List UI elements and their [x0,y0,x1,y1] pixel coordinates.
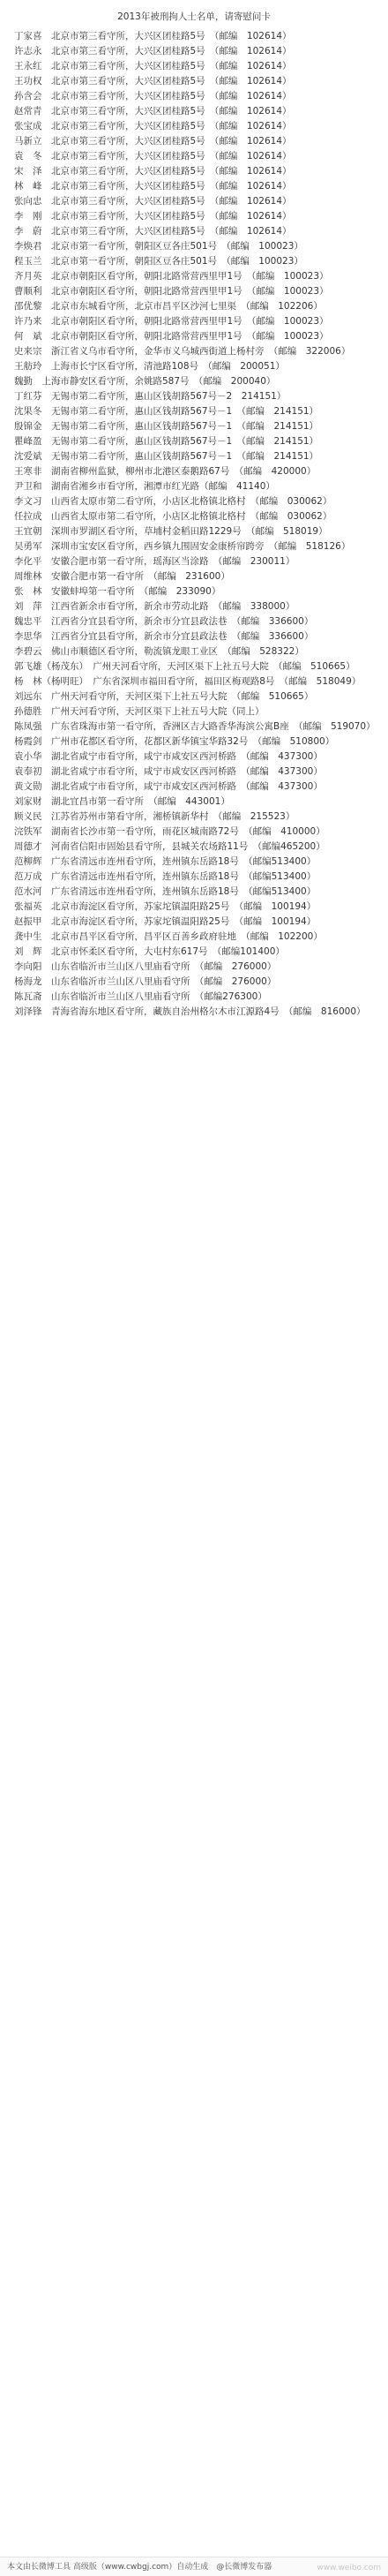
list-item: 齐月英 北京市朝阳区看守所，朝阳北路常营西里甲1号 （邮编 100023） [14,271,329,282]
list-item: 范水河 广东省清远市连州看守所，连州镇东岳路18号 （邮编513400） [14,886,317,897]
page-title: 2013年被刑拘人士名单，请寄慰问卡 [117,11,271,22]
list-item: 郭飞雄（杨茂东） 广州天河看守所，天河区渠下上社五号大院 （邮编 510665） [14,661,355,672]
list-item: 刘泽锋 青海省海东地区看守所，藏族自治州格尔木市江源路4号 （邮编 816000） [14,1006,366,1017]
list-item: 刘 萍 江西省新余市看守所，新余市劳动北路 （邮编 338000） [14,601,295,612]
list-item: 孙含会 北京市第三看守所，大兴区团桂路5号 （邮编 102614） [14,91,292,102]
list-item: 程玉兰 北京市第一看守所，朝阳区豆各庄501号 （邮编 100023） [14,256,303,267]
list-item: 刘 辉 北京市怀柔区看守所，大屯村东617号 （邮编101400） [14,946,285,957]
list-item: 沈爱斌 无锡市第二看守所，惠山区钱胡路567号－1 （邮编 214151） [14,451,319,462]
list-item: 龚中生 北京市昌平区看守所，昌平区百善乡政府驻地 （邮编 102200） [14,931,323,942]
list-item: 殷锦金 无锡市第二看守所，惠山区钱胡路567号－1 （邮编 214151） [14,421,319,432]
list-item: 李碧云 佛山市顺德区看守所，勒流镇龙眼工业区 （邮编 528322） [14,646,304,657]
list-item: 瞿峰盈 无锡市第二看守所，惠山区钱胡路567号－1 （邮编 214151） [14,436,319,447]
list-item: 魏勤 上海市静安区看守所，余姚路587号 （邮编 200040） [14,376,276,387]
list-item: 范万成 广东省清远市连州看守所，连州镇东岳路18号 （邮编513400） [14,871,317,882]
list-item: 邵优黎 北京市东城看守所，北京市昌平区沙河七里渠 （邮编 102206） [14,301,323,312]
list-item: 李文习 山西省太原市第二看守所，小店区北格镇北格村 （邮编 030062） [14,496,332,507]
list-item: 张福英 北京市海淀区看守所，苏家坨镇温阳路25号 （邮编 100194） [14,901,317,912]
footer-text: 本文由长微博工具 高级版（www.cwbgj.com）自动生成 @长微博发布器 [7,2563,272,2572]
list-item: 张 林 安徽蚌埠第一看守所 （邮编 233090） [14,586,221,597]
list-item: 孙德胜 广州天河看守所，天河区渠下上社五号大院（同上） [14,706,265,717]
list-item: 任拉成 山西省太原市第二看守所，小店区北格镇北格村 （邮编 030062） [14,511,332,522]
list-item: 何 斌 北京市朝阳区看守所，朝阳北路常营西里甲1号 （邮编 100023） [14,331,329,342]
list-item: 周维林 安徽合肥市第一看守所 （邮编 231600） [14,571,230,582]
list-item: 王寒非 湖南省柳州监狱，柳州市北港区泰鹅路67号 （邮编 420000） [14,466,317,477]
list-item: 尹卫和 湖南省湘乡市看守所，湘潭市红光路（邮编 41140） [14,481,275,492]
list-item: 马新立 北京市第三看守所，大兴区团桂路5号 （邮编 102614） [14,136,292,147]
list-item: 王舫玲 上海市长宁区看守所，清池路108号 （邮编 200051） [14,361,285,372]
list-item: 杨海龙 山东省临沂市兰山区八里庙看守所 （邮编 276000） [14,976,277,987]
list-item: 张宝成 北京市第三看守所，大兴区团桂路5号 （邮编 102614） [14,121,292,132]
list-item: 丁家喜 北京市第三看守所，大兴区团桂路5号 （邮编 102614） [14,31,292,41]
list-item: 宋 泽 北京市第三看守所，大兴区团桂路5号 （邮编 102614） [14,166,292,177]
list-item: 王宜朝 深圳市罗湖区看守所，草埔村金稻田路1229号 （邮编 518019） [14,526,328,537]
list-item: 杨 林（杨明旺） 广东省深圳市福田看守所，福田区梅观路8号 （邮编 518049） [14,676,362,687]
list-item: 王永红 北京市第三看守所，大兴区团桂路5号 （邮编 102614） [14,61,292,72]
list-item: 许乃来 北京市朝阳区看守所，朝阳北路常营西里甲1号 （邮编 100023） [14,316,329,327]
list-item: 史来宗 浙江省义乌市看守所，金华市义乌城西街道上杨村旁 （邮编 322006） [14,346,351,357]
list-item: 赵振甲 北京市海淀区看守所，苏家坨镇温阳路25号 （邮编 100194） [14,916,317,927]
list-item: 范柳辉 广东省清远市连州看守所，连州镇东岳路18号 （邮编513400） [14,856,317,867]
list-item: 刘家财 湖北宜昌市第一看守所 （邮编 443001） [14,796,230,807]
list-item: 袁小华 湖北省咸宁市看守所，咸宁市咸安区西河桥路 （邮编 437300） [14,751,323,762]
list-item: 魏忠平 江西省分宜县看守所，新余市分宜县政法巷 （邮编 336600） [14,616,314,627]
list-item: 李思华 江西省分宜县看守所，新余市分宜县政法巷 （邮编 336600） [14,631,314,642]
list-item: 李 蔚 北京市第三看守所，大兴区团桂路5号 （邮编 102614） [14,226,292,237]
detainee-list [9,30,379,1018]
list-item: 陈凤强 广东省珠海市第一看守所，香洲区吉大路香华海滨公寓B座 （邮编 519070） [14,721,376,732]
list-item: 杨霞剑 广州市花都区看守所，花都区新华镇宝华路32号 （邮编 510800） [14,736,335,747]
list-item: 李 刚 北京市第三看守所，大兴区团桂路5号 （邮编 102614） [14,211,292,222]
list-item: 林 峰 北京市第三看守所，大兴区团桂路5号 （邮编 102614） [14,181,292,192]
watermark: www.weibo.com [317,2564,381,2572]
list-item: 丁红芬 无锡市第二看守所，惠山区钱胡路567号－2 214151） [14,391,287,402]
list-item: 沈果冬 无锡市第二看守所，惠山区钱胡路567号－1 （邮编 214151） [14,406,319,417]
list-item: 许志永 北京市第三看守所，大兴区团桂路5号 （邮编 102614） [14,46,292,56]
list-item: 袁 冬 北京市第三看守所，大兴区团桂路5号 （邮编 102614） [14,151,292,162]
list-item: 李向阳 山东省临沂市兰山区八里庙看守所 （邮编 276000） [14,961,277,972]
list-item: 浣铁军 湖南省长沙市第一看守所，雨花区城南路72号 （邮编 410000） [14,826,325,837]
list-item: 袁奉初 湖北省咸宁市看守所，咸宁市咸安区西河桥路 （邮编 437300） [14,766,323,777]
list-item: 王功权 北京市第三看守所，大兴区团桂路5号 （邮编 102614） [14,76,292,87]
list-item: 陈瓦斋 山东省临沂市兰山区八里庙看守所 （邮编276300） [14,991,267,1002]
list-item: 黄文勋 湖北省咸宁市看守所，咸宁市咸安区西河桥路 （邮编 437300） [14,781,323,792]
list-item: 李化平 安徽合肥市第一看守所，瑶海区当涂路 （邮编 230011） [14,556,295,567]
list-item: 张向忠 北京市第三看守所，大兴区团桂路5号 （邮编 102614） [14,196,292,207]
list-item: 曹顺利 北京市朝阳区看守所，朝阳北路常营西里甲1号 （邮编 100023） [14,286,329,297]
list-item: 周德才 河南省信阳市固始县看守所，县城关农场路11号 （邮编465200） [14,841,325,852]
list-item: 赵常青 北京市第三看守所，大兴区团桂路5号 （邮编 102614） [14,106,292,117]
list-item: 吴勇军 深圳市宝安区看守所，西乡镇九围固安金康桥帘跨旁 （邮编 518126） [14,541,351,552]
list-item: 刘远东 广州天河看守所，天河区渠下上社五号大院 （邮编 510665） [14,691,314,702]
list-item: 顾义民 江苏省苏州市第看守所，湘桥镇新华村 （邮编 215523） [14,811,295,822]
list-item: 李焕君 北京市第一看守所，朝阳区豆各庄501号 （邮编 100023） [14,241,303,252]
